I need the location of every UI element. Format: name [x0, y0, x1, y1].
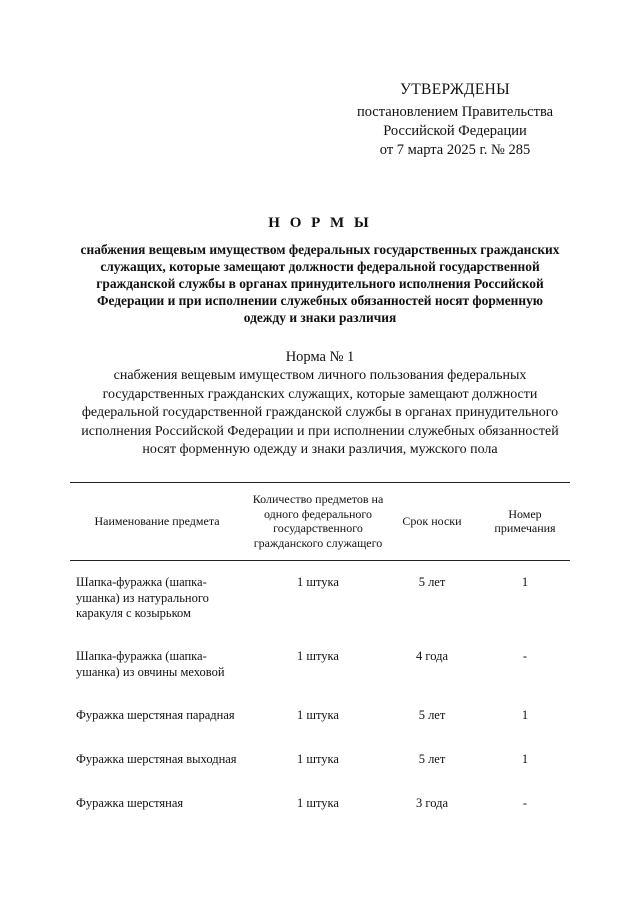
approval-heading: УТВЕРЖДЕНЫ: [400, 81, 510, 98]
table-header-rule: [70, 560, 570, 561]
row-note: 1: [521, 575, 529, 589]
norm-heading: Норма № 1: [285, 349, 355, 365]
row-item: Фуражка шерстяная выходная: [76, 752, 237, 766]
row-note: 1: [521, 752, 529, 766]
row-item: Фуражка шерстяная парадная: [76, 708, 235, 722]
row-quantity: 1 штука: [297, 575, 339, 589]
row-term: 4 года: [416, 649, 448, 663]
header-term: Срок носки: [402, 513, 462, 528]
row-term: 3 года: [416, 796, 448, 810]
row-quantity: 1 штука: [297, 752, 339, 766]
approval-line-2: Российской Федерации: [383, 123, 527, 139]
row-term: 5 лет: [418, 708, 446, 722]
approval-line-1: постановлением Правительства: [356, 104, 554, 120]
row-term: 5 лет: [418, 575, 446, 589]
row-item: Шапка-фуражка (шапка-ушанка) из овчины меховой: [76, 649, 225, 679]
row-note: -: [522, 649, 528, 663]
norm-description: снабжения вещевым имуществом личного пользования федеральных государственных гражданских служащих, которые замещают должности федеральной государственной гражданской службы в органах принудительного исполнения Российской Федерации и при исполнении служебных обязанностей носят форменную одежду и знаки различия, мужского пола: [81, 368, 559, 457]
header-quantity: Количество предметов на одного федерального государственного гражданского служащего: [252, 492, 384, 550]
header-item: Наименование предмета: [94, 513, 220, 528]
approval-stamp: [330, 80, 580, 160]
row-term: 5 лет: [418, 752, 446, 766]
row-item: Фуражка шерстяная: [76, 796, 184, 810]
approval-line-3: от 7 марта 2025 г. № 285: [379, 142, 531, 158]
row-item: Шапка-фуражка (шапка-ушанка) из натурального каракуля с козырьком: [76, 575, 209, 620]
header-note: Номер примечания: [494, 506, 556, 535]
row-note: -: [522, 796, 528, 810]
row-quantity: 1 штука: [297, 708, 339, 722]
row-note: 1: [521, 708, 529, 722]
row-quantity: 1 штука: [297, 649, 339, 663]
row-quantity: 1 штука: [297, 796, 339, 810]
document-title: Н О Р М Ы: [268, 215, 372, 231]
document-subtitle: снабжения вещевым имуществом федеральных государственных гражданских служащих, которые замещают должности федеральной государственной гражданской службы в органах принудительного исполнения Российской Федерации и при исполнении служебных обязанностей носят форменную одежду и знаки различия: [80, 242, 560, 325]
